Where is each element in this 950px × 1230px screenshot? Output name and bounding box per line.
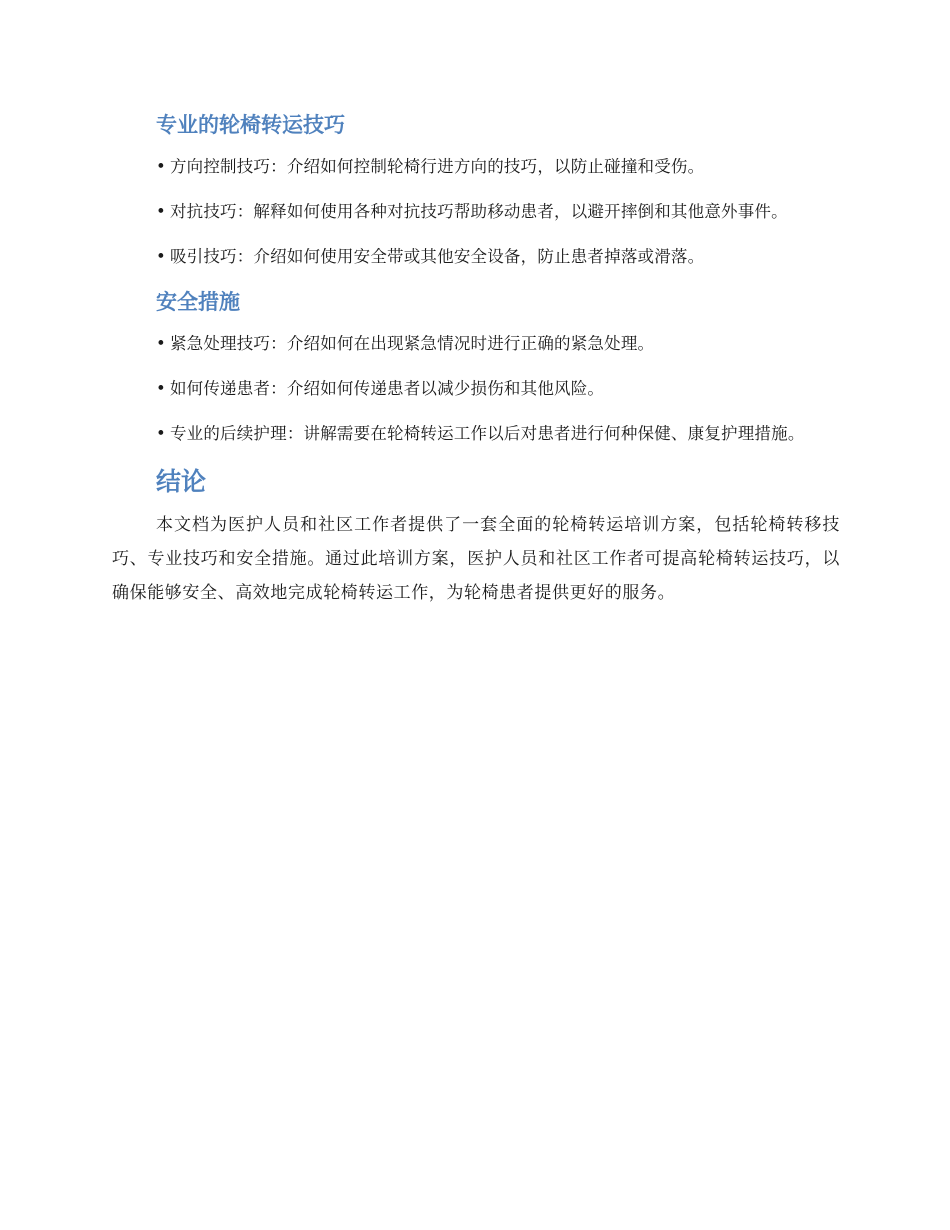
section-heading-wheelchair-techniques: 专业的轮椅转运技巧	[156, 113, 345, 137]
bullet-marker: •	[156, 424, 166, 443]
bullet-item	[112, 327, 840, 360]
bullet-text: 专业的后续护理：讲解需要在轮椅转运工作以后对患者进行何种保健、康复护理措施。	[169, 424, 805, 443]
bullet-text: 吸引技巧：介绍如何使用安全带或其他安全设备，防止患者掉落或滑落。	[169, 247, 705, 266]
bullet-text: 如何传递患者：介绍如何传递患者以减少损伤和其他风险。	[169, 379, 605, 398]
bullet-item	[112, 240, 840, 273]
bullet-text: 方向控制技巧：介绍如何控制轮椅行进方向的技巧，以防止碰撞和受伤。	[169, 157, 705, 176]
bullet-marker: •	[156, 247, 166, 266]
bullet-marker: •	[156, 379, 166, 398]
bullet-item	[112, 150, 840, 183]
bullet-text: 对抗技巧：解释如何使用各种对抗技巧帮助移动患者，以避开摔倒和其他意外事件。	[169, 202, 788, 221]
section-heading-safety-measures: 安全措施	[156, 290, 240, 314]
conclusion-paragraph: 本文档为医护人员和社区工作者提供了一套全面的轮椅转运培训方案，包括轮椅转移技巧、专业技巧和安全措施。通过此培训方案，医护人员和社区工作者可提高轮椅转运技巧，以确保能够安全、高效地完成轮椅转运工作，为轮椅患者提供更好的服务。	[112, 515, 840, 603]
bullet-text: 紧急处理技巧：介绍如何在出现紧急情况时进行正确的紧急处理。	[169, 334, 655, 353]
section-heading-conclusion: 结论	[156, 467, 207, 496]
bullet-item	[112, 195, 840, 228]
bullet-marker: •	[156, 157, 166, 176]
bullet-marker: •	[156, 334, 166, 353]
bullet-marker: •	[156, 202, 166, 221]
document-content	[112, 108, 840, 610]
bullet-item	[112, 417, 840, 450]
bullet-item	[112, 372, 840, 405]
